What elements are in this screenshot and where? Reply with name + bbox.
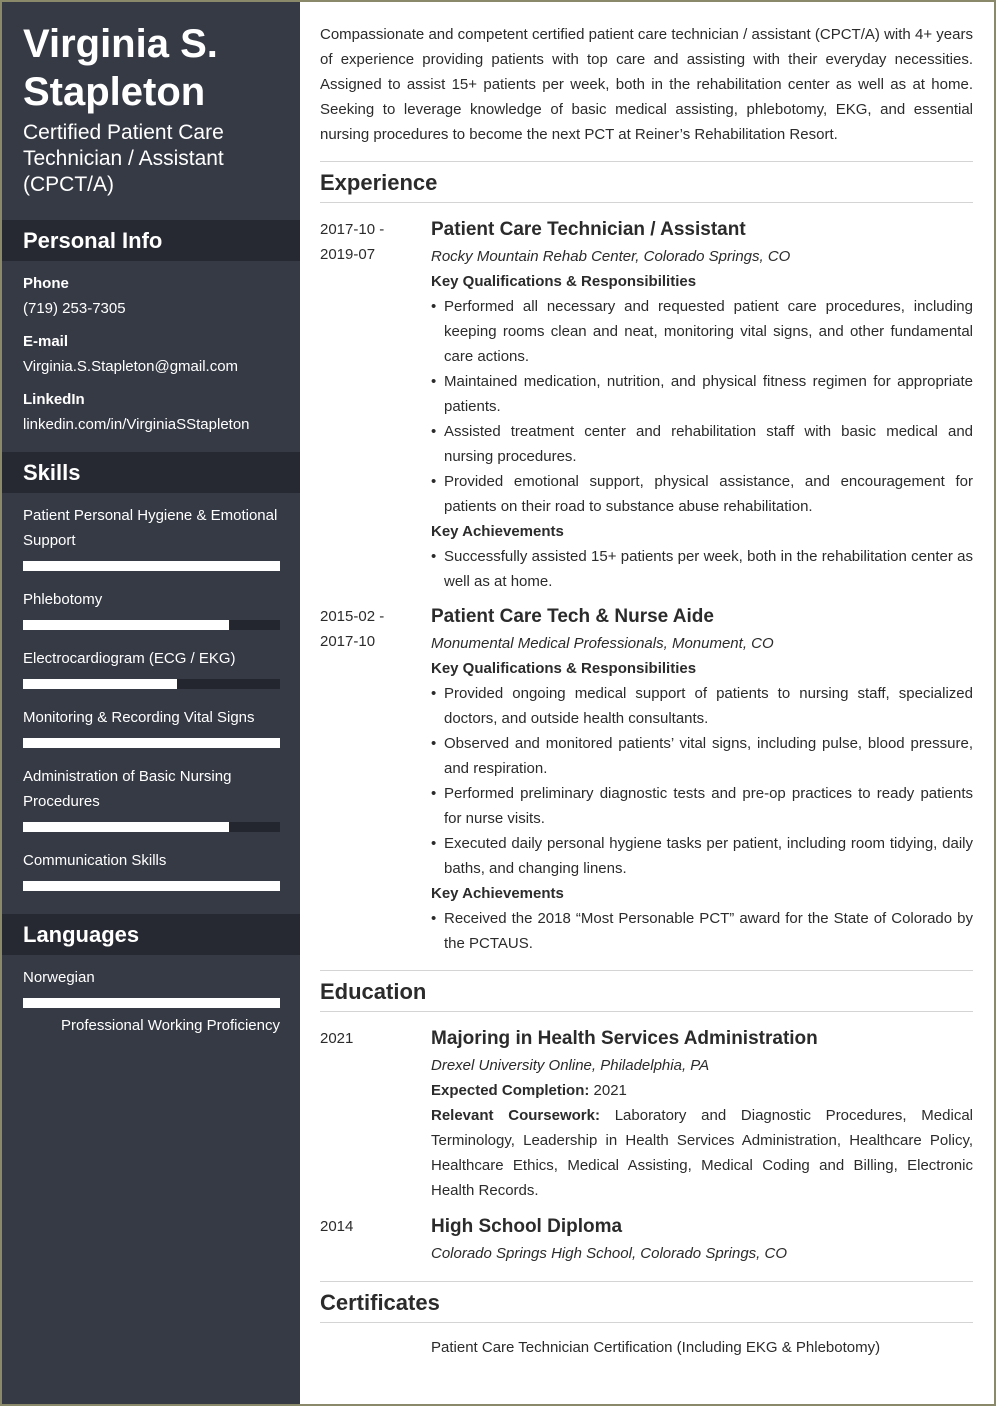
completion-label: Expected Completion: <box>431 1082 590 1099</box>
summary: Compassionate and competent certified patient care technician / assistant (CPCT/A) with 4+ years of experience providing patients with top care and assisting with their everyday necessities. Assigned to assist 15+ patients per week, both in the rehabilitation center as well as at home. Seeking to leverage knowledge of basic medical assisting, phlebotomy, EKG, and essential nursing procedures to become the next PCT at Reiner’s Rehabilitation Resort. <box>320 26 973 143</box>
list-item: • Performed preliminary diagnostic tests and pre-op practices to ready patients for nurse visits. <box>431 781 973 831</box>
degree: High School Diploma <box>431 1216 623 1237</box>
school: Colorado Springs High School, Colorado Springs, CO <box>431 1245 788 1262</box>
skill-bar-fill <box>23 620 229 630</box>
skills-heading: Skills <box>2 452 300 493</box>
skill-name: Monitoring & Recording Vital Signs <box>23 709 255 726</box>
achievements-heading: Key Achievements <box>431 885 564 902</box>
completion <box>431 1078 973 1103</box>
skill-bar-fill <box>23 822 229 832</box>
linkedin-value: linkedin.com/in/VirginiaSStapleton <box>23 416 250 433</box>
qualifications-heading: Key Qualifications & Responsibilities <box>431 273 697 290</box>
education-entry <box>320 1026 973 1203</box>
list-item: • Provided ongoing medical support of patients to nursing staff, specialized doctors, and outside health consultants. <box>431 681 973 731</box>
skill-bar <box>23 561 280 571</box>
certificate-item: Patient Care Technician Certification (Including EKG & Phlebotomy) <box>431 1339 881 1356</box>
language-proficiency: Professional Working Proficiency <box>61 1017 280 1034</box>
personal-info-heading: Personal Info <box>2 220 300 261</box>
responsibilities-list <box>431 681 973 881</box>
date-end: 2019-07 <box>320 246 376 263</box>
achievements-list <box>431 906 973 956</box>
completion-value: 2021 <box>589 1082 627 1099</box>
skill-bar-fill <box>23 679 177 689</box>
responsibilities-list <box>431 294 973 519</box>
phone-value: (719) 253-7305 <box>23 300 126 317</box>
skill-name: Patient Personal Hygiene & Emotional Support <box>23 507 278 549</box>
list-item: • Maintained medication, nutrition, and physical fitness regimen for appropriate patients. <box>431 369 973 419</box>
education-date: 2014 <box>320 1218 354 1235</box>
skill-bar <box>23 822 280 832</box>
company: Rocky Mountain Rehab Center, Colorado Springs, CO <box>431 248 791 265</box>
coursework-label: Relevant Coursework: <box>431 1107 600 1124</box>
skill-name: Administration of Basic Nursing Procedures <box>23 768 232 810</box>
list-item: • Successfully assisted 15+ patients per week, both in the rehabilitation center as well as at home. <box>431 544 973 594</box>
email-value: Virginia.S.Stapleton@gmail.com <box>23 358 239 375</box>
language-name: Norwegian <box>23 969 95 986</box>
skill-bar-fill <box>23 881 280 891</box>
skill-bar-fill <box>23 561 280 571</box>
candidate-title: Certified Patient Care Technician / Assistant (CPCT/A) <box>23 121 224 196</box>
linkedin-label: LinkedIn <box>23 391 85 408</box>
language-bar <box>23 998 280 1008</box>
candidate-name: Virginia S. Stapleton <box>23 22 218 114</box>
experience-body <box>431 217 973 594</box>
phone-label: Phone <box>23 275 69 292</box>
skill-name: Phlebotomy <box>23 591 103 608</box>
sidebar <box>2 2 300 1404</box>
languages-heading: Languages <box>2 914 300 955</box>
list-item: • Observed and monitored patients’ vital signs, including pulse, blood pressure, and respiration. <box>431 731 973 781</box>
experience-date <box>320 217 431 594</box>
list-item: • Assisted treatment center and rehabilitation staff with basic medical and nursing procedures. <box>431 419 973 469</box>
achievements-heading: Key Achievements <box>431 523 564 540</box>
education-date: 2021 <box>320 1030 354 1047</box>
education-heading: Education <box>320 970 973 1012</box>
date-start: 2017-10 - <box>320 221 385 238</box>
skill-bar <box>23 738 280 748</box>
skill-name: Communication Skills <box>23 852 167 869</box>
list-item: • Performed all necessary and requested patient care procedures, including keeping rooms clean and neat, monitoring vital signs, and other fundamental care actions. <box>431 294 973 369</box>
experience-entry <box>320 217 973 594</box>
skill-bar <box>23 620 280 630</box>
experience-entry <box>320 604 973 956</box>
email-label: E-mail <box>23 333 69 350</box>
education-body <box>431 1026 973 1203</box>
experience-heading: Experience <box>320 161 973 203</box>
company: Monumental Medical Professionals, Monument, CO <box>431 635 774 652</box>
degree: Majoring in Health Services Administration <box>431 1028 818 1049</box>
list-item: • Executed daily personal hygiene tasks per patient, including room tidying, daily baths, and changing linens. <box>431 831 973 881</box>
skill-bar <box>23 679 280 689</box>
education-entry <box>320 1214 973 1266</box>
date-end: 2017-10 <box>320 633 376 650</box>
list-item: • Provided emotional support, physical assistance, and encouragement for patients on their road to substance abuse rehabilitation. <box>431 469 973 519</box>
qualifications-heading: Key Qualifications & Responsibilities <box>431 660 697 677</box>
school: Drexel University Online, Philadelphia, PA <box>431 1057 710 1074</box>
skill-bar <box>23 881 280 891</box>
skill-name: Electrocardiogram (ECG / EKG) <box>23 650 236 667</box>
coursework-value: Laboratory and Diagnostic Procedures, Medical Terminology, Leadership in Health Services Administration, Healthcare Policy, Healthcare Ethics, Medical Assisting, Medical Coding and Billing, Electronic Health Records. <box>431 1107 973 1199</box>
main-content <box>320 22 973 1360</box>
skill-bar-fill <box>23 738 280 748</box>
education-body <box>431 1214 973 1266</box>
achievements-list <box>431 544 973 594</box>
list-item: • Received the 2018 “Most Personable PCT” award for the State of Colorado by the PCTAUS. <box>431 906 973 956</box>
certificates-heading: Certificates <box>320 1281 973 1323</box>
job-title: Patient Care Technician / Assistant <box>431 219 746 240</box>
date-start: 2015-02 - <box>320 608 385 625</box>
job-title: Patient Care Tech & Nurse Aide <box>431 606 714 627</box>
experience-body <box>431 604 973 956</box>
experience-date <box>320 604 431 956</box>
language-bar-fill <box>23 998 280 1008</box>
coursework <box>431 1103 973 1203</box>
